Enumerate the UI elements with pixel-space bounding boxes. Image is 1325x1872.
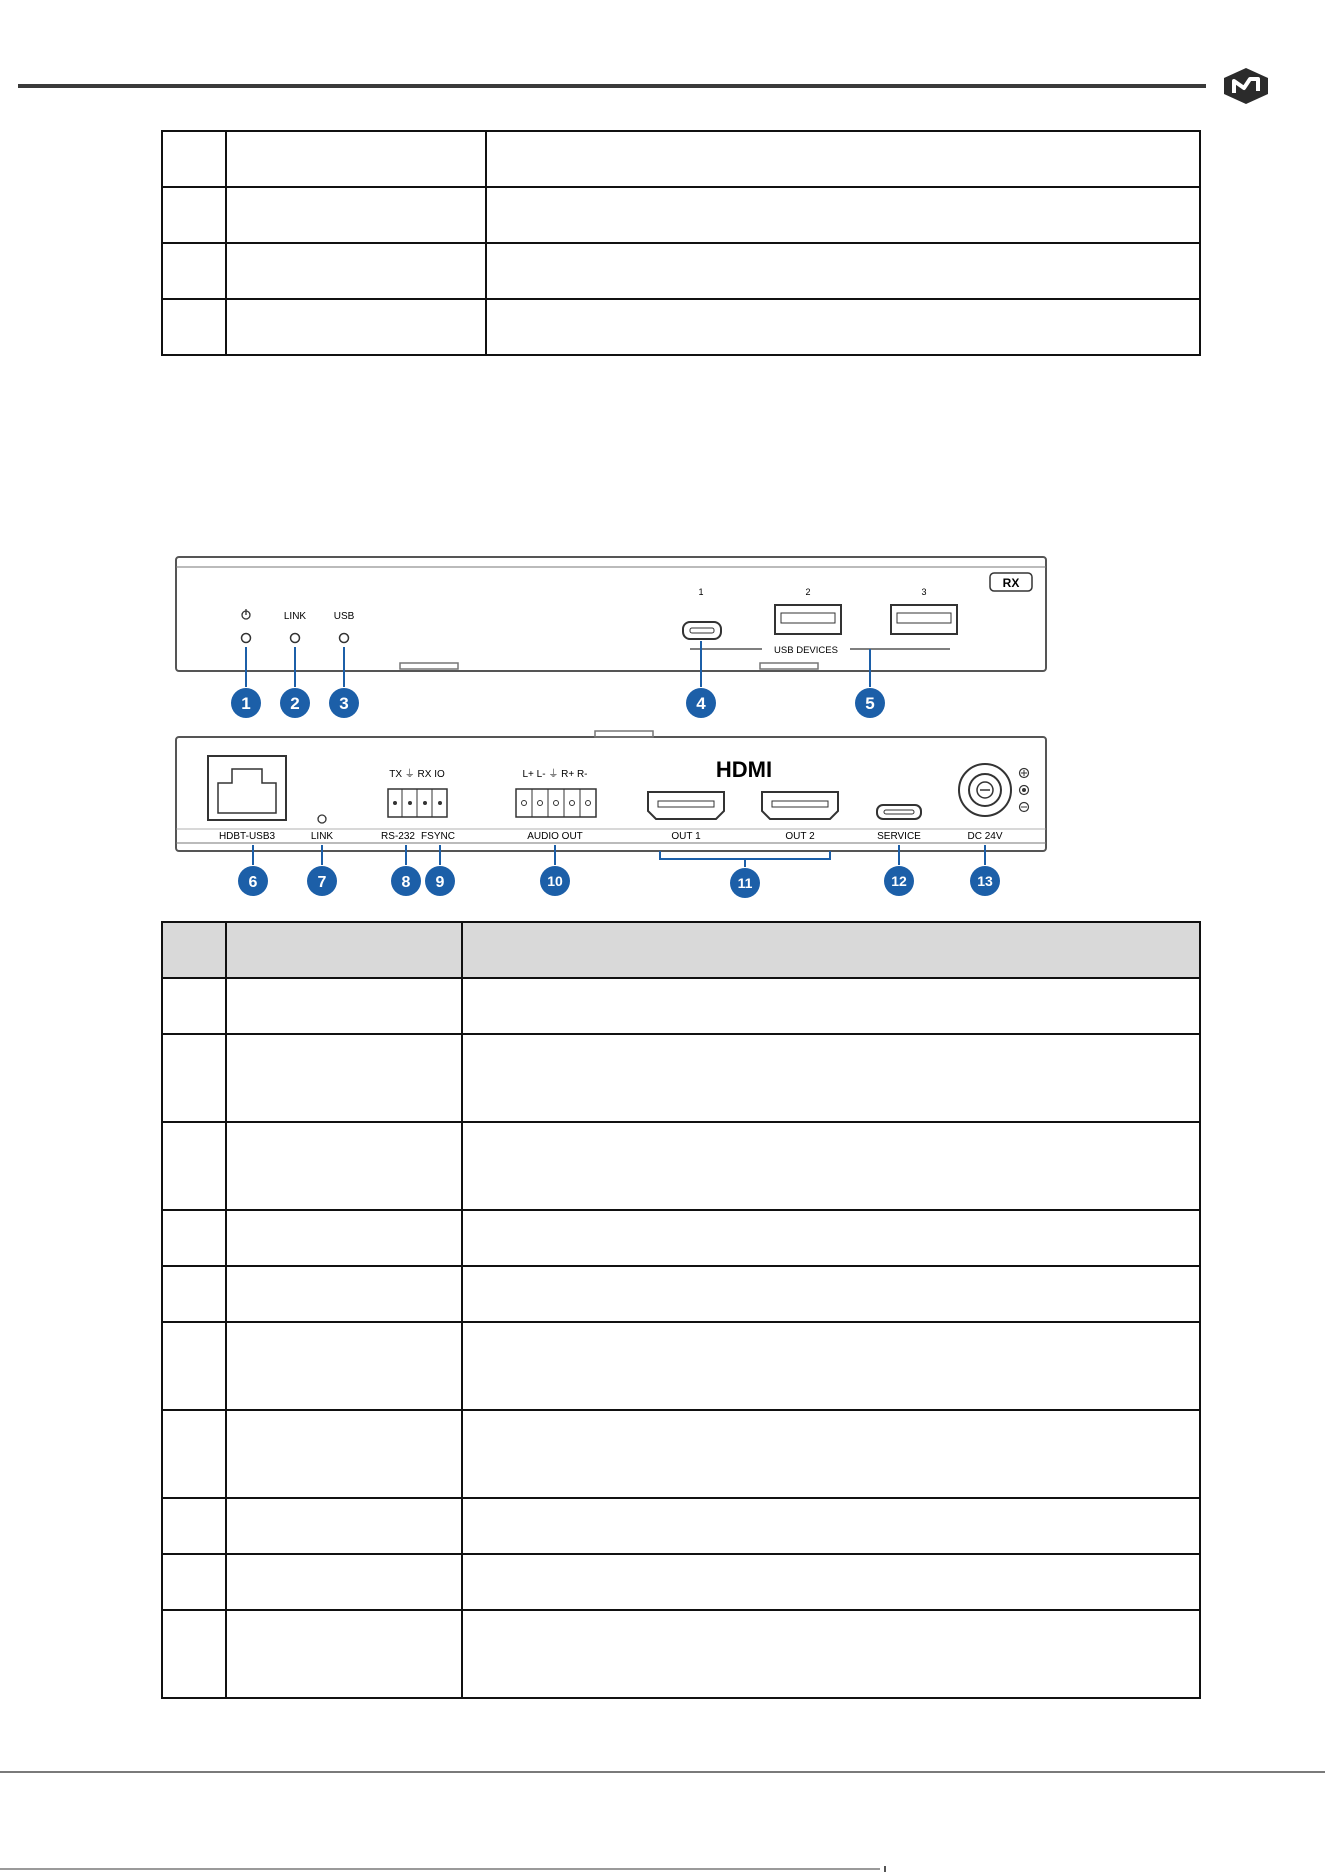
callout-11-num: 11 (737, 875, 753, 891)
service-label: SERVICE (877, 831, 921, 842)
table-row (162, 1210, 1200, 1266)
table-row (162, 1034, 1200, 1122)
callout-4-num: 4 (696, 694, 706, 713)
power-led-icon (242, 634, 251, 643)
callout-3-num: 3 (339, 694, 349, 713)
callout-13-num: 13 (977, 873, 993, 889)
dc-power-jack-icon (959, 764, 1011, 816)
callout-7-num: 7 (317, 874, 327, 891)
table-row (162, 978, 1200, 1034)
callout-8-num: 8 (401, 874, 411, 891)
table-row (162, 1498, 1200, 1554)
usb-port-2-label: 2 (805, 587, 811, 597)
out2-label: OUT 2 (785, 831, 815, 842)
audio-out-label: AUDIO OUT (527, 831, 583, 842)
audio-terminal-icon (516, 789, 596, 817)
link-led-icon (291, 634, 300, 643)
rear-panel (176, 731, 1046, 851)
rj45-port-icon (208, 756, 286, 820)
table-row (162, 131, 1200, 187)
description-table (161, 921, 1201, 1699)
table-header-row (162, 922, 1200, 978)
front-usb-label: USB (333, 611, 355, 622)
table-row (162, 1410, 1200, 1498)
rs232-label: RS-232 (381, 831, 415, 842)
rear-link-label: LINK (310, 831, 334, 842)
callout-6-num: 6 (248, 874, 258, 891)
callout-2-num: 2 (290, 694, 300, 713)
table-row (162, 1266, 1200, 1322)
usb-c-port-icon (683, 622, 721, 639)
callout-12-num: 12 (891, 873, 907, 889)
audio-pin-labels: L+ L- ⏚ R+ R- (522, 769, 588, 780)
continued-table (161, 130, 1201, 356)
table-row (162, 1554, 1200, 1610)
device-diagram (150, 545, 1060, 920)
rs232-pin-labels: TX ⏚ RX IO (389, 769, 445, 780)
front-panel (176, 557, 1046, 671)
front-link-label: LINK (283, 611, 307, 622)
table-row (162, 187, 1200, 243)
fsync-label: FSYNC (421, 831, 455, 842)
table-row (162, 1322, 1200, 1410)
bottom-edge-mark (884, 1866, 886, 1872)
callout-10-num: 10 (547, 873, 563, 889)
usb-a-port-3-icon (891, 605, 957, 634)
rx-badge: RX (1002, 576, 1020, 590)
table-row (162, 1610, 1200, 1698)
hdmi-out2-port-icon (762, 792, 838, 819)
usb-led-icon (340, 634, 349, 643)
rear-callouts (238, 845, 1000, 898)
brand-logo-icon (1220, 66, 1272, 106)
callout-5-num: 5 (865, 694, 875, 713)
hdbt-label: HDBT-USB3 (218, 831, 276, 842)
bottom-edge-rule (0, 1868, 880, 1870)
footer-rule (0, 1771, 1325, 1773)
usb-port-3-label: 3 (921, 587, 927, 597)
table-row (162, 1122, 1200, 1210)
usb-port-1-label: 1 (698, 587, 704, 597)
rear-link-led-icon (318, 815, 326, 823)
usb-devices-label: USB DEVICES (774, 645, 838, 656)
callout-9-num: 9 (435, 874, 445, 891)
usb-a-port-2-icon (775, 605, 841, 634)
callout-1-num: 1 (241, 694, 251, 713)
header-rule (18, 84, 1206, 88)
dc-label: DC 24V (967, 831, 1003, 842)
hdmi-out1-port-icon (648, 792, 724, 819)
polarity-icon (1020, 769, 1029, 812)
rs232-terminal-icon (388, 789, 447, 817)
table-row (162, 299, 1200, 355)
out1-label: OUT 1 (671, 831, 701, 842)
table-row (162, 243, 1200, 299)
hdmi-logo: HDMI (715, 757, 773, 782)
